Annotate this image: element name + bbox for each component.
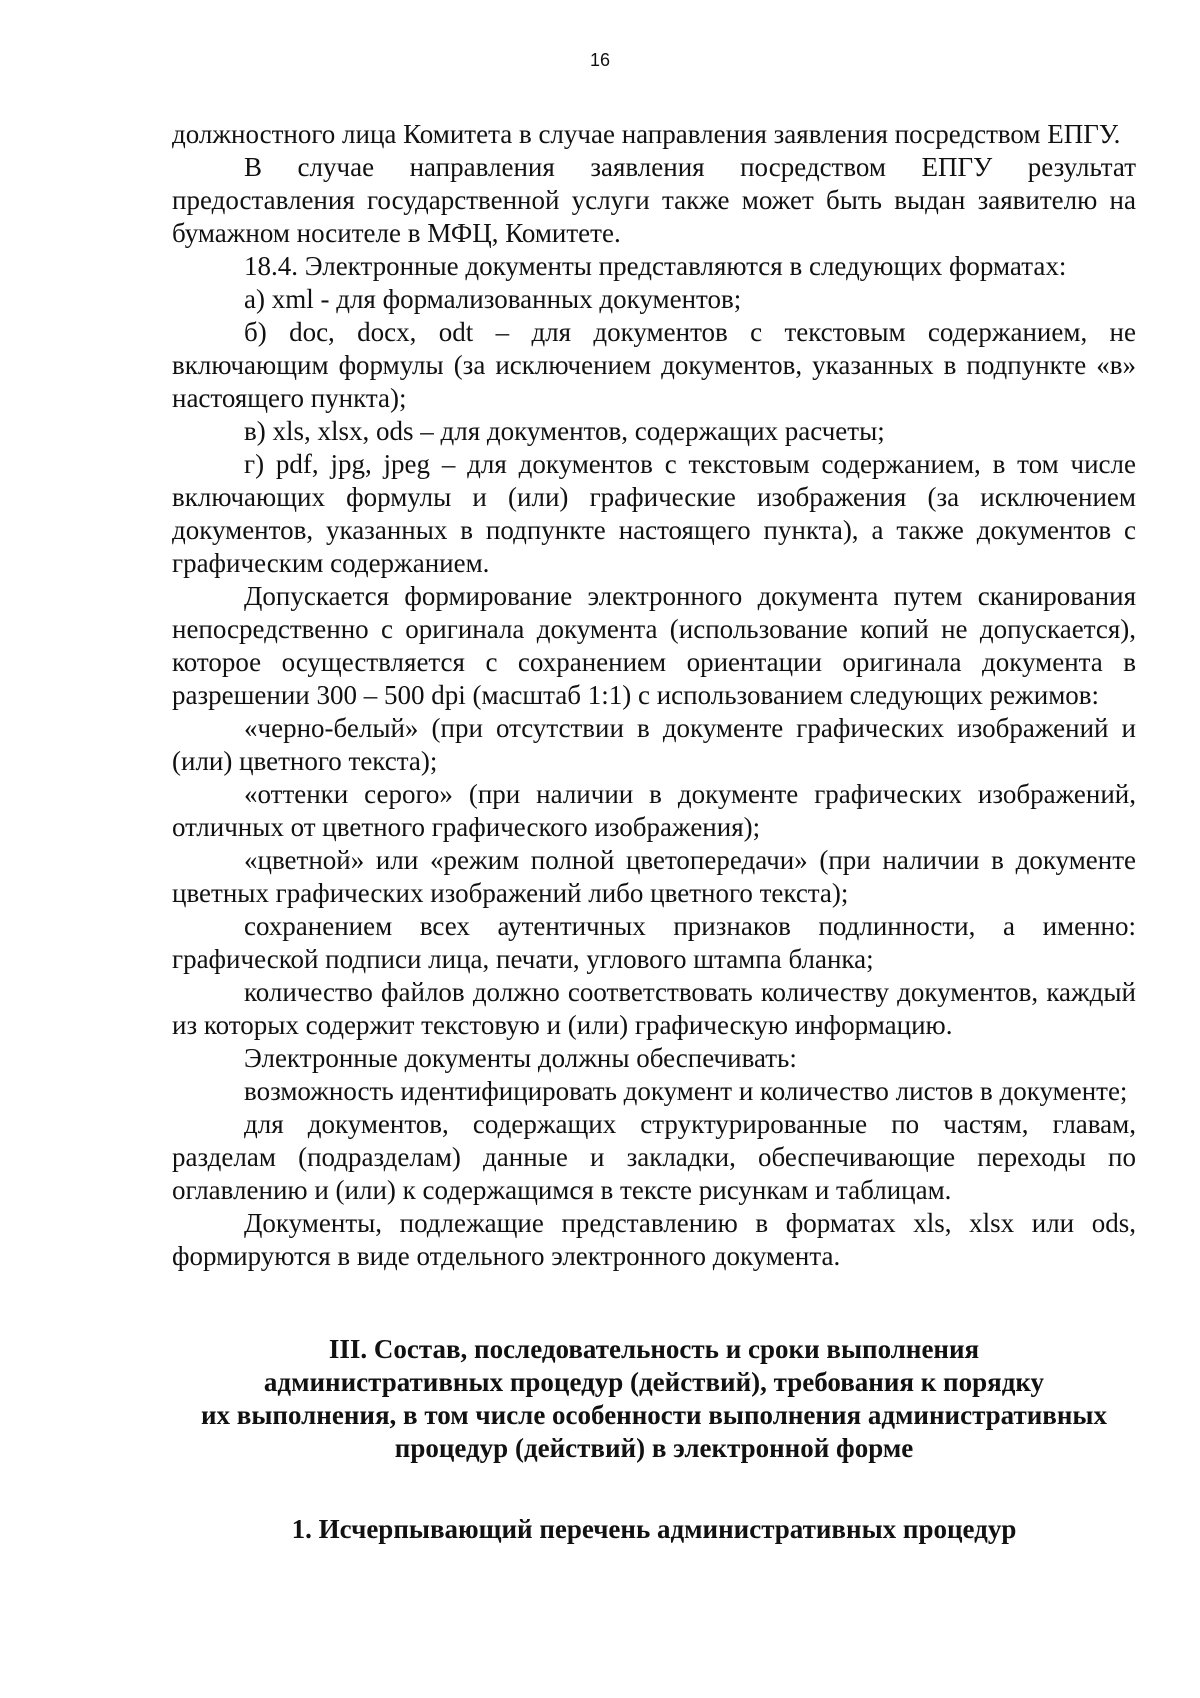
paragraph-5: б) doc, docx, odt – для документов с текстовым содержанием, не включающим формулы (за исключением документов, указанных в подпункте «в» настоящего пункта);	[172, 317, 1136, 413]
paragraph-10: «оттенки серого» (при наличии в документе графических изображений, отличных от цветного графического изображения);	[172, 779, 1136, 842]
paragraph-6: в) xls, xlsx, ods – для документов, содержащих расчеты;	[244, 416, 885, 446]
paragraph-13: количество файлов должно соответствовать количеству документов, каждый из которых содержит текстовую и (или) графическую информацию.	[172, 977, 1136, 1040]
document-body	[172, 118, 1136, 1546]
section-title	[172, 1333, 1136, 1465]
paragraph-1: должностного лица Комитета в случае направления заявления посредством ЕПГУ.	[172, 119, 1121, 149]
section-title-line-1: III. Состав, последовательность и сроки выполнения	[328, 1334, 980, 1364]
paragraph-15: возможность идентифицировать документ и количество листов в документе;	[244, 1076, 1128, 1106]
paragraph-2: В случае направления заявления посредством ЕПГУ результат предоставления государственной услуги также может быть выдан заявителю на бумажном носителе в МФЦ, Комитете.	[172, 152, 1136, 248]
paragraph-3: 18.4. Электронные документы представляются в следующих форматах:	[244, 251, 1067, 281]
paragraph-9: «черно-белый» (при отсутствии в документе графических изображений и (или) цветного текста);	[172, 713, 1136, 776]
section-title-line-4: процедур (действий) в электронной форме	[394, 1433, 914, 1463]
paragraph-7: г) pdf, jpg, jpeg – для документов с текстовым содержанием, в том числе включающих формулы и (или) графические изображения (за исключением документов, указанных в подпункте настоящего пункта), а также документов с графическим содержанием.	[172, 449, 1136, 578]
paragraph-12: сохранением всех аутентичных признаков подлинности, а именно: графической подписи лица, печати, углового штампа бланка;	[172, 911, 1136, 974]
paragraph-4: а) xml - для формализованных документов;	[244, 284, 742, 314]
paragraph-8: Допускается формирование электронного документа путем сканирования непосредственно с оригинала документа (использование копий не допускается), которое осуществляется с сохранением ориентации оригинала документа в разрешении 300 – 500 dpi (масштаб 1:1) с использованием следующих режимов:	[172, 581, 1136, 710]
page-number: 16	[589, 50, 611, 70]
section-title-line-2: административных процедур (действий), требования к порядку	[263, 1367, 1045, 1397]
section-title-line-3: их выполнения, в том числе особенности выполнения административных	[200, 1400, 1108, 1430]
paragraph-11: «цветной» или «режим полной цветопередачи» (при наличии в документе цветных графических изображений либо цветного текста);	[172, 845, 1136, 908]
paragraph-16: для документов, содержащих структурированные по частям, главам, разделам (подразделам) данные и закладки, обеспечивающие переходы по оглавлению и (или) к содержащимся в тексте рисункам и таблицам.	[172, 1109, 1136, 1205]
paragraph-17: Документы, подлежащие представлению в форматах xls, xlsx или ods, формируются в виде отдельного электронного документа.	[172, 1208, 1136, 1271]
paragraph-14: Электронные документы должны обеспечивать:	[244, 1043, 797, 1073]
subsection-title: 1. Исчерпывающий перечень административных процедур	[291, 1514, 1017, 1544]
